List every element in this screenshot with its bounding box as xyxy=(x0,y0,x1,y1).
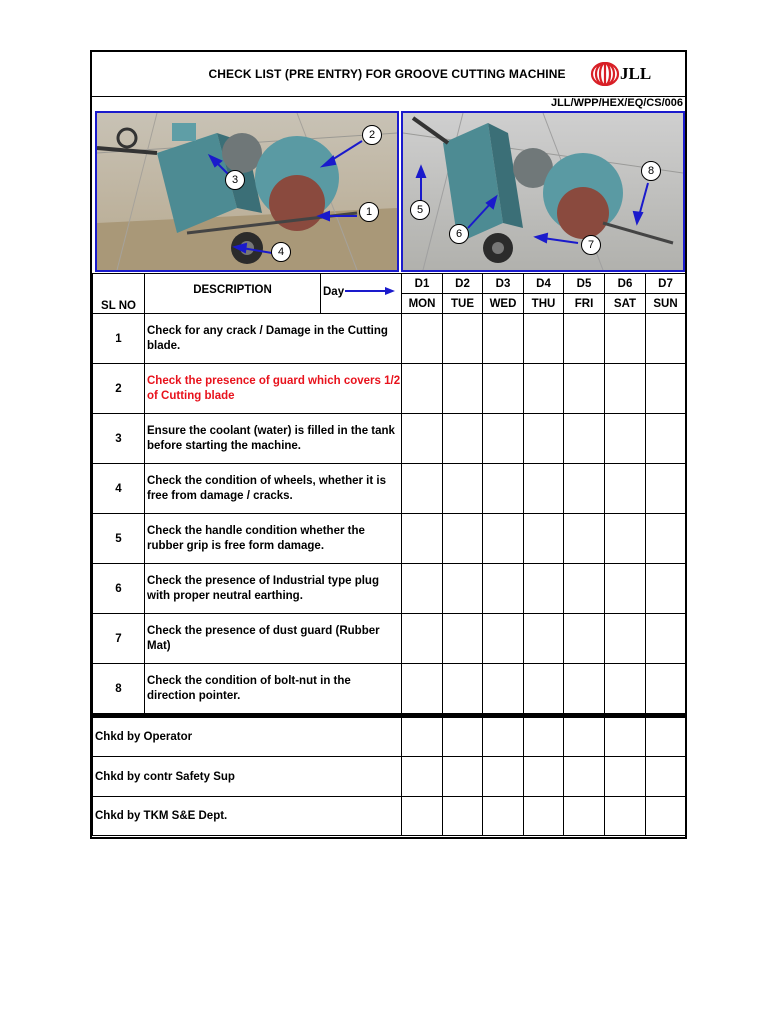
day-code-d1: D1 xyxy=(402,274,443,294)
check-cell[interactable] xyxy=(646,664,686,714)
check-cell[interactable] xyxy=(483,664,524,714)
day-name-mon: MON xyxy=(402,294,443,314)
day-name-fri: FRI xyxy=(564,294,605,314)
check-cell[interactable] xyxy=(402,464,443,514)
row-description: Check the presence of dust guard (Rubber Mat) xyxy=(145,614,402,664)
callout-2: 2 xyxy=(362,125,382,145)
callout-1: 1 xyxy=(359,202,379,222)
check-cell[interactable] xyxy=(483,514,524,564)
signoff-tkm-label: Chkd by TKM S&E Dept. xyxy=(93,797,402,836)
check-cell[interactable] xyxy=(524,464,564,514)
check-cell[interactable] xyxy=(646,364,686,414)
title-row xyxy=(92,52,685,97)
check-cell[interactable] xyxy=(402,314,443,364)
table-row xyxy=(93,614,686,664)
callout-4: 4 xyxy=(271,242,291,262)
check-cell[interactable] xyxy=(443,464,483,514)
signoff-cell[interactable] xyxy=(564,757,605,797)
check-cell[interactable] xyxy=(524,514,564,564)
check-cell[interactable] xyxy=(524,414,564,464)
col-header-description: DESCRIPTION xyxy=(145,274,321,314)
check-cell[interactable] xyxy=(402,364,443,414)
signoff-row xyxy=(93,797,686,836)
day-name-sun: SUN xyxy=(646,294,686,314)
signoff-cell[interactable] xyxy=(524,797,564,836)
day-code-d7: D7 xyxy=(646,274,686,294)
document-number: JLL/WPP/HEX/EQ/CS/006 xyxy=(550,97,683,109)
signoff-cell[interactable] xyxy=(564,797,605,836)
row-number: 7 xyxy=(93,614,145,664)
check-cell[interactable] xyxy=(483,314,524,364)
signoff-cell[interactable] xyxy=(402,757,443,797)
arrow-right-icon xyxy=(345,287,395,295)
callout-3: 3 xyxy=(225,170,245,190)
check-cell[interactable] xyxy=(605,364,646,414)
check-cell[interactable] xyxy=(564,364,605,414)
row-description: Check the condition of bolt-nut in the direction pointer. xyxy=(145,664,402,714)
signoff-cell[interactable] xyxy=(483,718,524,757)
check-cell[interactable] xyxy=(646,514,686,564)
callout-6: 6 xyxy=(449,224,469,244)
signoff-cell[interactable] xyxy=(564,718,605,757)
check-cell[interactable] xyxy=(564,314,605,364)
check-cell[interactable] xyxy=(483,364,524,414)
signoff-cell[interactable] xyxy=(646,718,686,757)
day-name-tue: TUE xyxy=(443,294,483,314)
table-row xyxy=(93,364,686,414)
row-number: 3 xyxy=(93,414,145,464)
signoff-cell[interactable] xyxy=(605,757,646,797)
machine-photo-right xyxy=(401,111,685,272)
col-header-slno: SL NO xyxy=(93,274,145,314)
day-name-sat: SAT xyxy=(605,294,646,314)
row-number: 6 xyxy=(93,564,145,614)
check-cell[interactable] xyxy=(564,614,605,664)
check-cell[interactable] xyxy=(524,664,564,714)
row-description: Check for any crack / Damage in the Cutting blade. xyxy=(145,314,402,364)
signoff-cell[interactable] xyxy=(605,797,646,836)
table-row xyxy=(93,464,686,514)
row-description-highlighted: Check the presence of guard which covers 1/2 of Cutting blade xyxy=(145,364,402,414)
check-cell[interactable] xyxy=(564,514,605,564)
check-cell[interactable] xyxy=(564,464,605,514)
signoff-safety-sup-label: Chkd by contr Safety Sup xyxy=(93,757,402,797)
signoff-operator-label: Chkd by Operator xyxy=(93,718,402,757)
jll-logo xyxy=(590,62,674,86)
check-cell[interactable] xyxy=(402,564,443,614)
page-title: CHECK LIST (PRE ENTRY) FOR GROOVE CUTTING MACHINE xyxy=(208,67,566,81)
check-cell[interactable] xyxy=(524,614,564,664)
signoff-cell[interactable] xyxy=(483,757,524,797)
row-number: 2 xyxy=(93,364,145,414)
check-cell[interactable] xyxy=(443,314,483,364)
check-cell[interactable] xyxy=(605,314,646,364)
table-row xyxy=(93,414,686,464)
check-cell[interactable] xyxy=(443,564,483,614)
day-header xyxy=(321,274,402,314)
check-cell[interactable] xyxy=(402,414,443,464)
day-code-d4: D4 xyxy=(524,274,564,294)
check-cell[interactable] xyxy=(483,614,524,664)
check-cell[interactable] xyxy=(605,514,646,564)
signoff-cell[interactable] xyxy=(443,757,483,797)
check-cell[interactable] xyxy=(524,564,564,614)
day-name-wed: WED xyxy=(483,294,524,314)
callout-7: 7 xyxy=(581,235,601,255)
signoff-cell[interactable] xyxy=(605,718,646,757)
row-number: 8 xyxy=(93,664,145,714)
check-cell[interactable] xyxy=(564,414,605,464)
signoff-cell[interactable] xyxy=(646,757,686,797)
check-cell[interactable] xyxy=(483,464,524,514)
signoff-cell[interactable] xyxy=(443,797,483,836)
check-cell[interactable] xyxy=(564,564,605,614)
row-description: Check the condition of wheels, whether it is free from damage / cracks. xyxy=(145,464,402,514)
check-cell[interactable] xyxy=(646,564,686,614)
signoff-row xyxy=(93,718,686,757)
machine-photo-left xyxy=(95,111,399,272)
day-code-d2: D2 xyxy=(443,274,483,294)
check-cell[interactable] xyxy=(443,364,483,414)
signoff-cell[interactable] xyxy=(524,718,564,757)
row-description: Check the presence of Industrial type plug with proper neutral earthing. xyxy=(145,564,402,614)
table-row xyxy=(93,664,686,714)
check-cell[interactable] xyxy=(646,314,686,364)
table-row xyxy=(93,564,686,614)
check-cell[interactable] xyxy=(443,514,483,564)
check-cell[interactable] xyxy=(483,414,524,464)
check-cell[interactable] xyxy=(524,364,564,414)
row-number: 4 xyxy=(93,464,145,514)
table-row xyxy=(93,314,686,364)
day-label: Day xyxy=(323,286,345,298)
signoff-cell[interactable] xyxy=(402,718,443,757)
check-cell[interactable] xyxy=(443,614,483,664)
check-cell[interactable] xyxy=(483,564,524,614)
signoff-cell[interactable] xyxy=(524,757,564,797)
row-description: Ensure the coolant (water) is filled in the tank before starting the machine. xyxy=(145,414,402,464)
row-number: 1 xyxy=(93,314,145,364)
check-cell[interactable] xyxy=(646,464,686,514)
check-cell[interactable] xyxy=(646,414,686,464)
row-number: 5 xyxy=(93,514,145,564)
check-cell[interactable] xyxy=(605,664,646,714)
logo-text: JLL xyxy=(620,64,652,83)
signoff-cell[interactable] xyxy=(443,718,483,757)
day-code-d5: D5 xyxy=(564,274,605,294)
check-cell[interactable] xyxy=(564,664,605,714)
check-cell[interactable] xyxy=(524,314,564,364)
jll-logo-mark-icon xyxy=(590,62,620,86)
checklist-table xyxy=(92,273,686,836)
check-cell[interactable] xyxy=(605,614,646,664)
signoff-cell[interactable] xyxy=(646,797,686,836)
check-cell[interactable] xyxy=(402,664,443,714)
check-cell[interactable] xyxy=(402,514,443,564)
check-cell[interactable] xyxy=(605,464,646,514)
signoff-cell[interactable] xyxy=(483,797,524,836)
row-description: Check the handle condition whether the rubber grip is free form damage. xyxy=(145,514,402,564)
signoff-cell[interactable] xyxy=(402,797,443,836)
callout-5: 5 xyxy=(410,200,430,220)
signoff-row xyxy=(93,757,686,797)
check-cell[interactable] xyxy=(646,614,686,664)
table-row xyxy=(93,514,686,564)
checklist-sheet xyxy=(90,50,687,839)
callout-8: 8 xyxy=(641,161,661,181)
check-cell[interactable] xyxy=(605,564,646,614)
day-name-thu: THU xyxy=(524,294,564,314)
check-cell[interactable] xyxy=(443,414,483,464)
check-cell[interactable] xyxy=(443,664,483,714)
check-cell[interactable] xyxy=(605,414,646,464)
day-code-d6: D6 xyxy=(605,274,646,294)
check-cell[interactable] xyxy=(402,614,443,664)
day-code-d3: D3 xyxy=(483,274,524,294)
